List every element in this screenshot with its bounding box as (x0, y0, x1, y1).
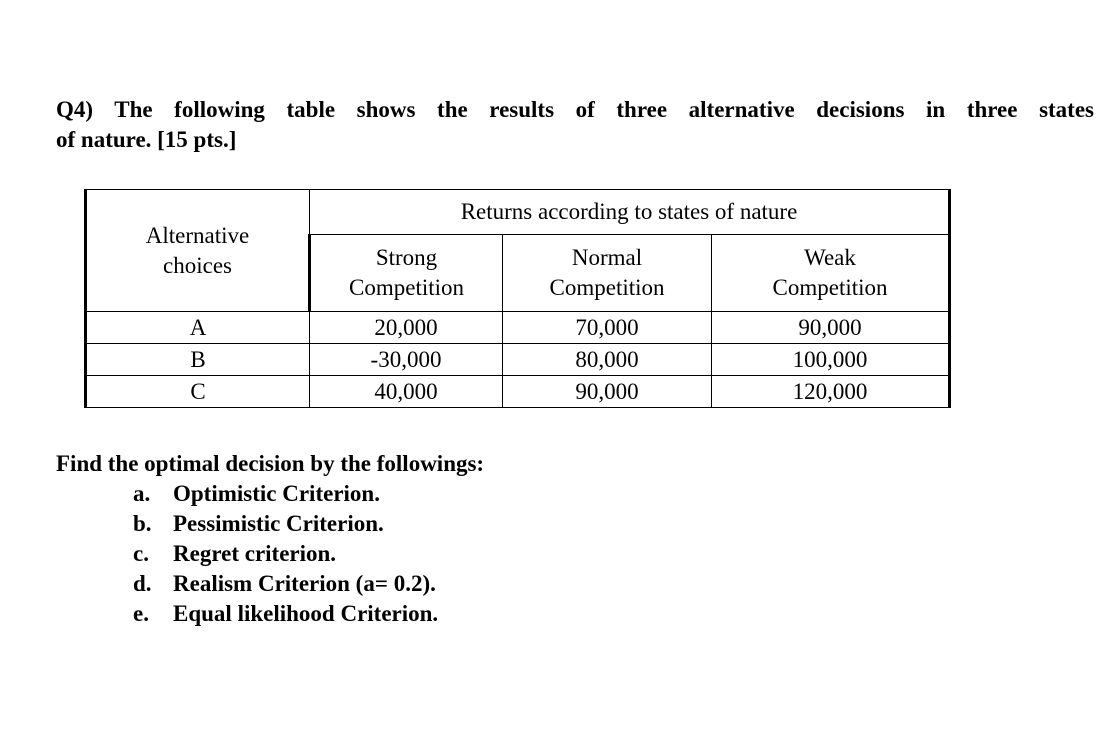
table-cell: 120,000 (712, 376, 950, 408)
alternative-choices-header (86, 190, 310, 312)
table-cell: 40,000 (310, 376, 503, 408)
table-cell: 90,000 (503, 376, 712, 408)
list-item (56, 509, 484, 539)
alt-header-line-1: Alternative (145, 222, 250, 248)
list-item-text: Realism Criterion (a= 0.2). (173, 571, 436, 596)
list-item-text: Pessimistic Criterion. (173, 511, 384, 536)
list-item (56, 599, 484, 629)
question-line-2: of nature. [15 pts.] (56, 127, 237, 152)
list-item-text: Optimistic Criterion. (173, 481, 380, 506)
column-header-strong: Strong Competition (310, 235, 503, 312)
table-row-b (86, 344, 950, 376)
criteria-list (56, 479, 484, 629)
table-cell: 90,000 (712, 312, 950, 344)
find-section (56, 449, 484, 629)
list-item-text: Regret criterion. (173, 541, 337, 566)
table-row-c (86, 376, 950, 408)
table-cell: -30,000 (310, 344, 503, 376)
question-text (56, 95, 1096, 155)
list-item-text: Equal likelihood Criterion. (173, 601, 439, 626)
list-item-letter: e. (133, 601, 149, 626)
list-item-letter: a. (133, 481, 151, 506)
table-cell: 100,000 (712, 344, 950, 376)
column-header-normal: Normal Competition (503, 235, 712, 312)
list-item (56, 479, 484, 509)
column-header-weak: Weak Competition (712, 235, 950, 312)
list-item (56, 569, 484, 599)
find-title: Find the optimal decision by the followings: (56, 451, 485, 476)
table-cell: 20,000 (310, 312, 503, 344)
row-label: B (86, 344, 310, 376)
list-item-letter: b. (133, 511, 152, 536)
alt-header-line-2: choices (163, 252, 232, 278)
table-cell: 80,000 (503, 344, 712, 376)
row-label: C (86, 376, 310, 408)
returns-table (84, 189, 951, 408)
list-item-letter: d. (133, 571, 152, 596)
question-line-1: Q4) The following table shows the results of three alternative decisions in three states (56, 97, 1094, 122)
table-row-a (86, 312, 950, 344)
states-of-nature-header: Returns according to states of nature (310, 190, 950, 235)
list-item (56, 539, 484, 569)
table-cell: 70,000 (503, 312, 712, 344)
list-item-letter: c. (133, 541, 149, 566)
row-label: A (86, 312, 310, 344)
